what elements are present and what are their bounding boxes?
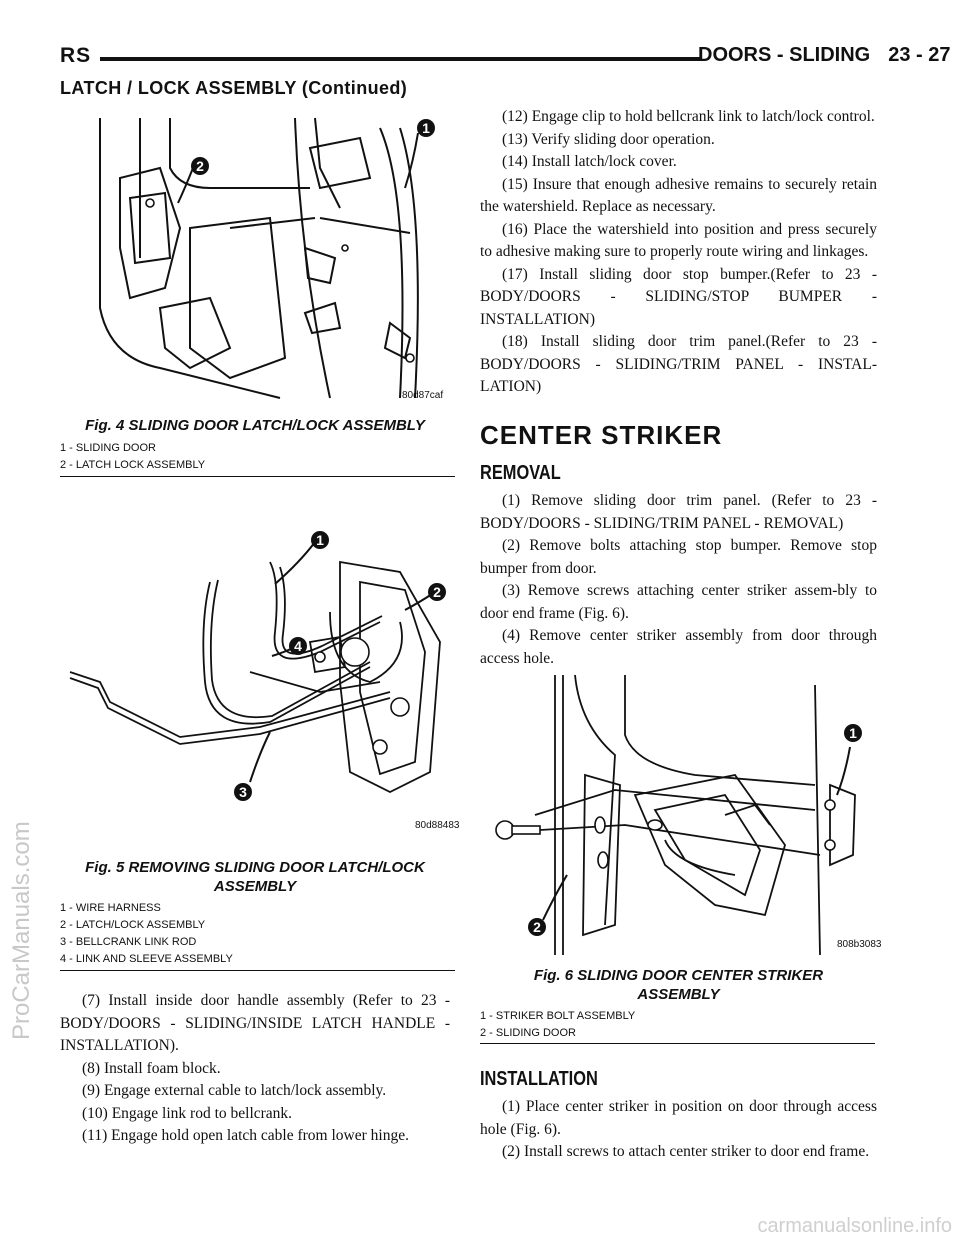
fig4-code: 80d87caf: [402, 390, 444, 401]
watermark: ProCarManuals.com: [8, 821, 35, 1040]
fig5-legend: [60, 900, 233, 968]
step-paragraph: (4) Remove center striker assembly from door through access hole.: [480, 627, 877, 667]
step-paragraph: (10) Engage link rod to bellcrank.: [82, 1104, 293, 1122]
right-column-steps: [480, 106, 877, 399]
fig4-legend-item: 1 - SLIDING DOOR: [60, 442, 156, 454]
step-paragraph: (17) Install sliding door stop bumper.(Refer to 23 - BODY/DOORS - SLIDING/STOP BUMPER - INSTALLATION): [480, 265, 877, 328]
fig5-callout-2: 2: [433, 584, 441, 600]
header-title: DOORS - SLIDING: [698, 44, 871, 66]
fig4-illustration: [80, 108, 450, 410]
fig4-callout-1: 1: [422, 120, 430, 136]
fig6-code: 808b3083: [837, 939, 882, 950]
fig6-legend-item: 1 - STRIKER BOLT ASSEMBLY: [480, 1010, 636, 1022]
fig6-caption: Fig. 6 SLIDING DOOR CENTER STRIKER ASSEMBLY: [533, 967, 824, 1003]
fig5-legend-item: 1 - WIRE HARNESS: [60, 902, 161, 914]
step-paragraph: (16) Place the watershield into position and press securely to adhesive making sure to properly route wiring and linkages.: [480, 220, 877, 260]
center-striker-heading: CENTER STRIKER: [480, 420, 723, 450]
fig5-legend-item: 2 - LATCH/LOCK ASSEMBLY: [60, 919, 206, 931]
fig5-legend-item: 4 - LINK AND SLEEVE ASSEMBLY: [60, 953, 233, 965]
fig5-legend-item: 3 - BELLCRANK LINK ROD: [60, 936, 197, 948]
installation-steps: [480, 1096, 877, 1164]
footer-site-watermark: carmanualsonline.info: [757, 1215, 952, 1237]
fig5-callout-3: 3: [239, 784, 247, 800]
step-paragraph: (1) Place center striker in position on door through access hole (Fig. 6).: [480, 1098, 877, 1138]
left-column-steps: [60, 990, 450, 1148]
fig6-rule: [480, 1043, 875, 1044]
page-number: 23 - 27: [888, 44, 951, 66]
header-section-code: RS: [60, 44, 92, 67]
fig6-legend: [480, 1008, 635, 1042]
fig4-callout-2: 2: [196, 158, 204, 174]
section-continued-title: LATCH / LOCK ASSEMBLY (Continued): [60, 78, 408, 98]
fig6-legend-item: 2 - SLIDING DOOR: [480, 1027, 576, 1039]
removal-heading: REMOVAL: [480, 462, 561, 484]
fig4-rule: [60, 476, 455, 477]
step-paragraph: (2) Remove bolts attaching stop bumper. Remove stop bumper from door.: [480, 537, 877, 577]
step-paragraph: (18) Install sliding door trim panel.(Refer to 23 - BODY/DOORS - SLIDING/TRIM PANEL - INSTAL-LATION): [480, 333, 877, 395]
fig5-callout-4: 4: [294, 638, 302, 654]
step-paragraph: (15) Insure that enough adhesive remains to securely retain the watershield. Replace as necessary.: [480, 175, 877, 215]
step-paragraph: (3) Remove screws attaching center striker assem-bly to door end frame (Fig. 6).: [480, 582, 877, 622]
step-paragraph: (8) Install foam block.: [82, 1059, 221, 1077]
fig6-callout-2: 2: [533, 919, 541, 935]
fig6-callout-1: 1: [849, 725, 857, 741]
fig6-illustration: [485, 665, 882, 965]
step-paragraph: (2) Install screws to attach center striker to door end frame.: [502, 1143, 870, 1160]
fig4-legend: [60, 440, 205, 474]
step-paragraph: (7) Install inside door handle assembly (Refer to 23 - BODY/DOORS - SLIDING/INSIDE LATCH HANDLE - INSTALLATION).: [60, 992, 450, 1054]
step-paragraph: (12) Engage clip to hold bellcrank link to latch/lock control.: [502, 108, 875, 125]
installation-heading: INSTALLATION: [480, 1068, 598, 1090]
fig5-caption: Fig. 5 REMOVING SLIDING DOOR LATCH/LOCK ASSEMBLY: [85, 859, 425, 895]
header-rule: [100, 57, 700, 61]
step-paragraph: (9) Engage external cable to latch/lock assembly.: [82, 1082, 387, 1099]
step-paragraph: (11) Engage hold open latch cable from lower hinge.: [82, 1127, 409, 1144]
fig5-callout-1: 1: [316, 532, 324, 548]
step-paragraph: (1) Remove sliding door trim panel. (Refer to 23 - BODY/DOORS - SLIDING/TRIM PANEL - REMOVAL): [480, 492, 877, 532]
fig4-caption: Fig. 4 SLIDING DOOR LATCH/LOCK ASSEMBLY: [85, 417, 425, 434]
step-paragraph: (14) Install latch/lock cover.: [502, 153, 677, 170]
fig4-legend-item: 2 - LATCH LOCK ASSEMBLY: [60, 459, 206, 471]
fig5-code: 80d88483: [415, 820, 460, 831]
step-paragraph: (13) Verify sliding door operation.: [502, 130, 715, 148]
fig5-rule: [60, 970, 455, 971]
header-title-block: [698, 44, 951, 67]
fig5-illustration: [60, 522, 460, 852]
removal-steps: [480, 490, 877, 670]
